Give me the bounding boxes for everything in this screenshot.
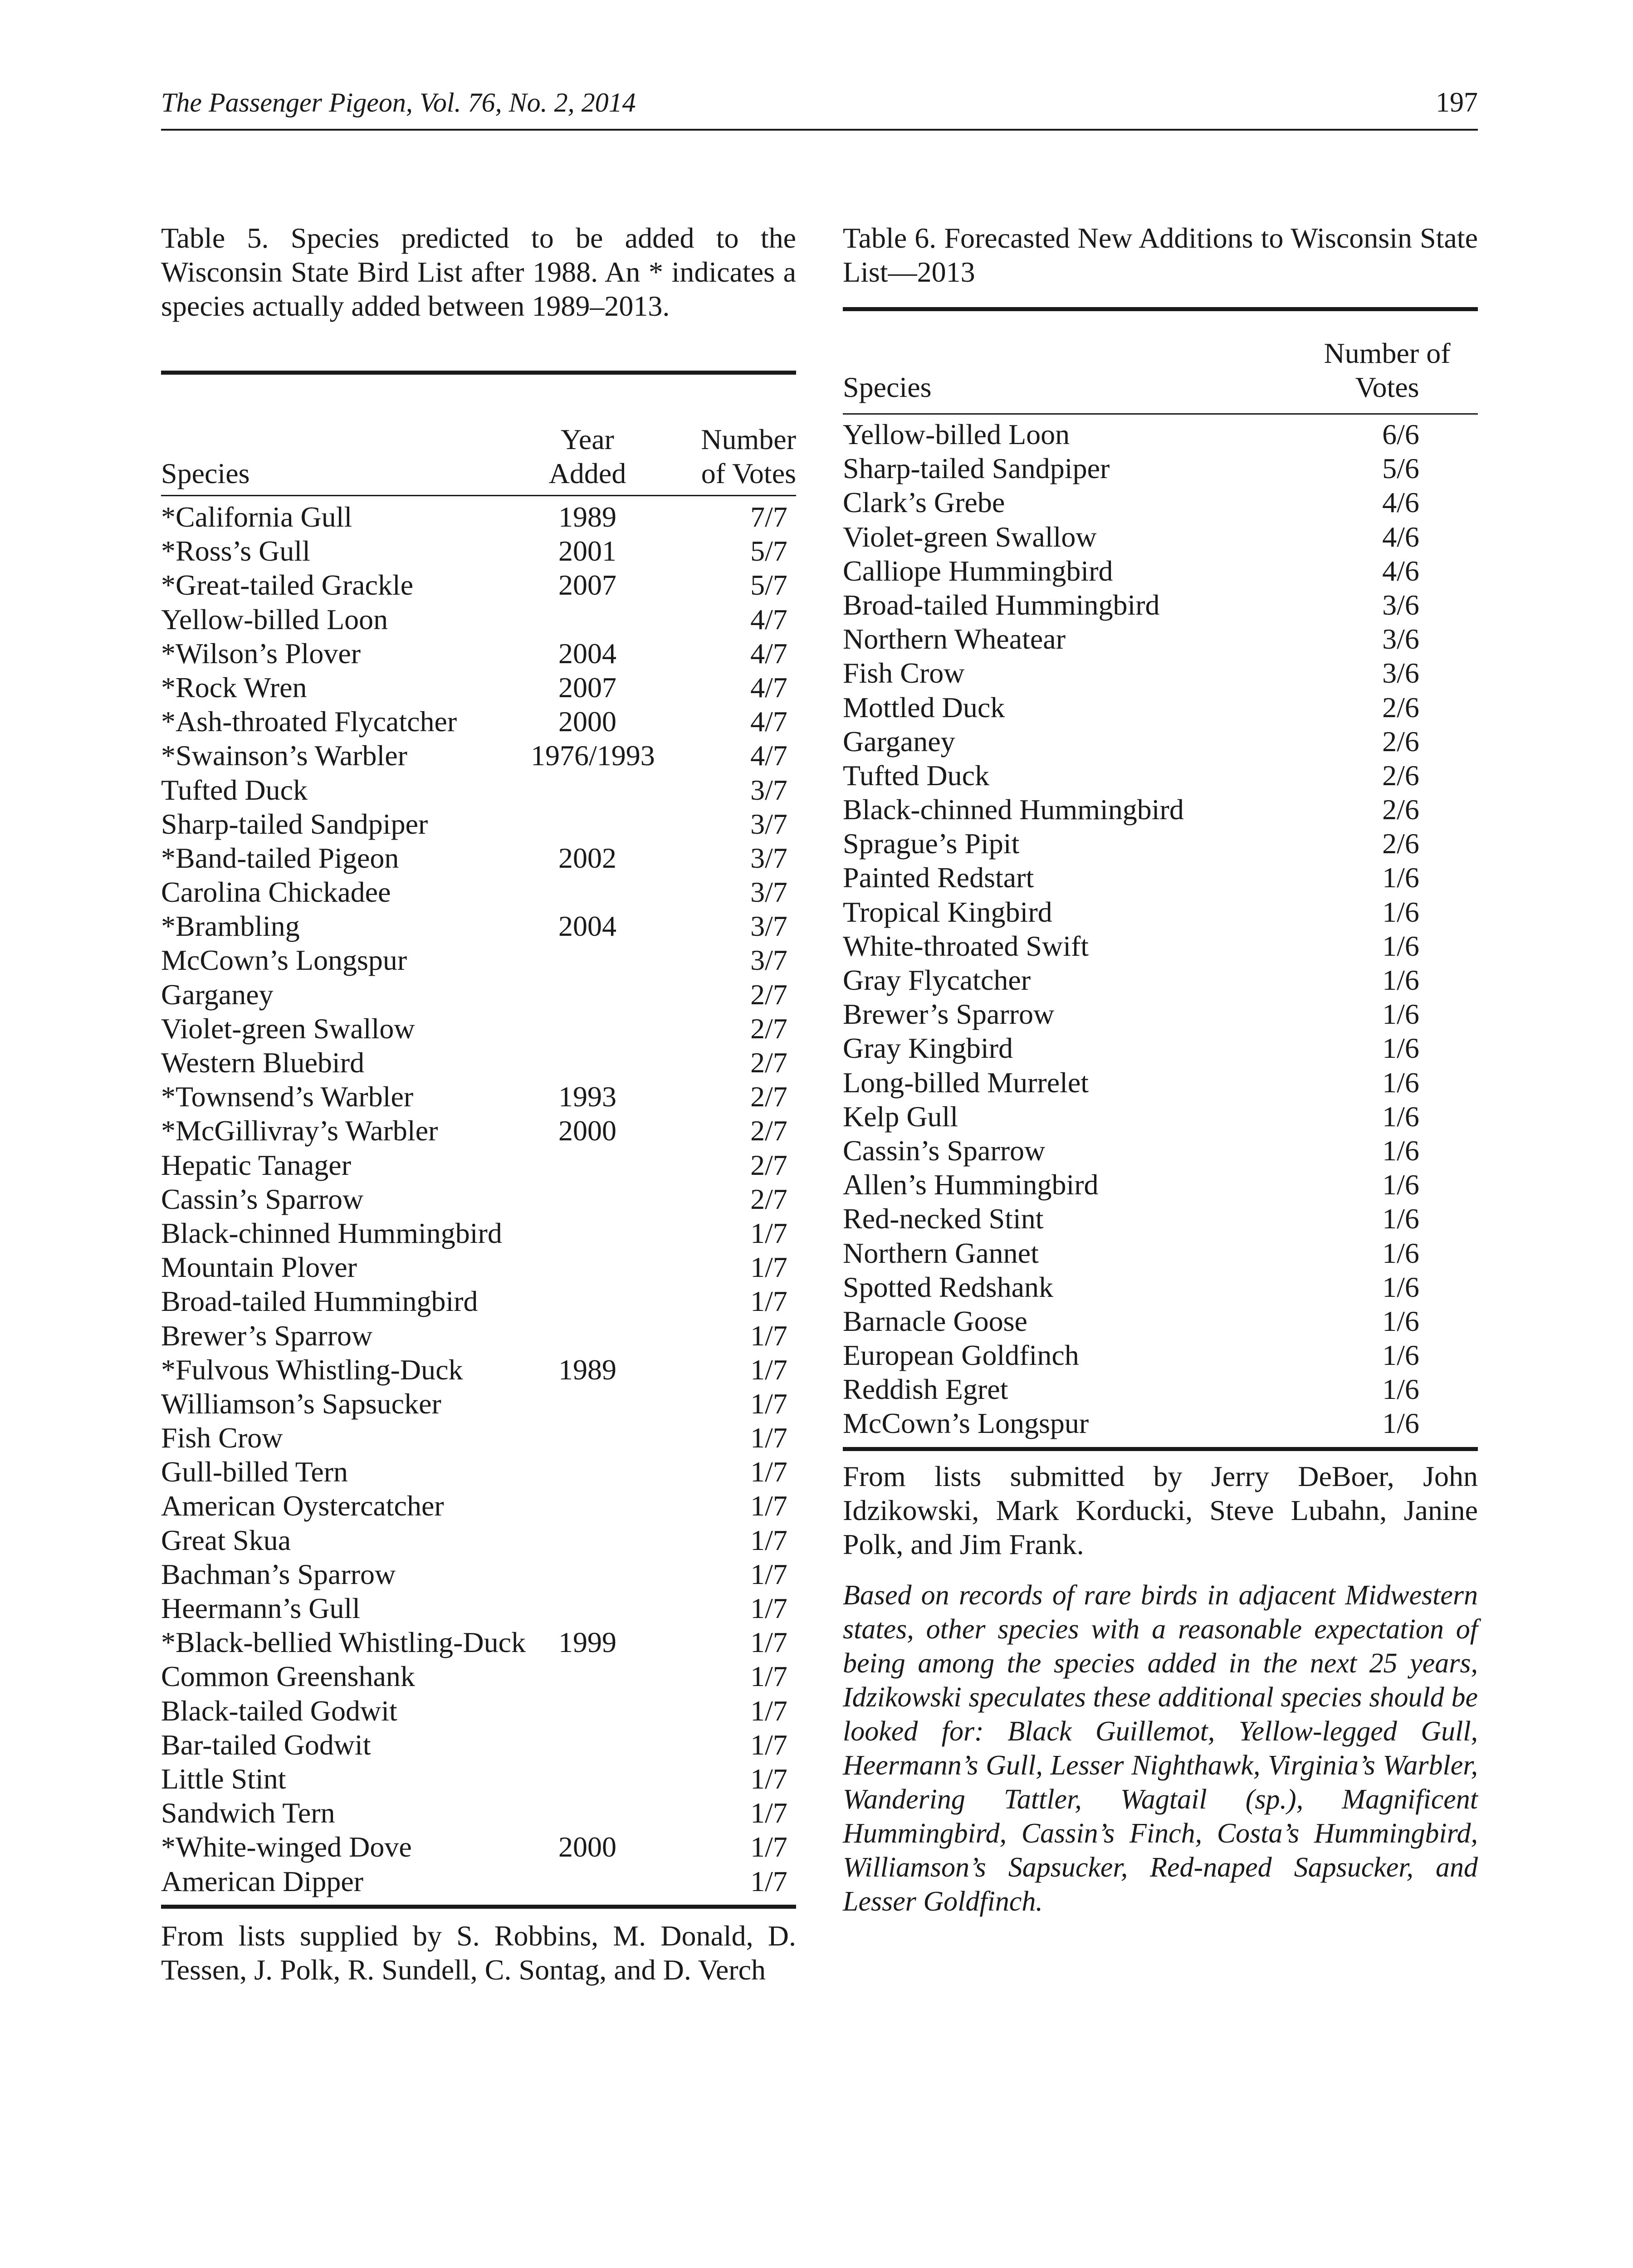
votes-cell: 1/7 [750, 1285, 787, 1318]
votes-cell: 1/7 [750, 1660, 787, 1693]
species-cell: Northern Wheatear [843, 623, 1066, 655]
table-row [161, 1557, 796, 1591]
species-cell: Allen’s Hummingbird [843, 1168, 1099, 1201]
votes-cell: 3/7 [750, 944, 787, 977]
table5-top-rule [161, 371, 796, 375]
table-row [161, 909, 796, 943]
votes-cell: 1/6 [1382, 998, 1419, 1031]
year-added-cell: 2004 [558, 910, 616, 943]
votes-cell: 1/6 [1382, 1066, 1419, 1099]
table-row [843, 1236, 1478, 1270]
votes-cell: 2/6 [1382, 691, 1419, 723]
table5-col-year [531, 422, 644, 490]
table-row [843, 1134, 1478, 1168]
table-row [161, 943, 796, 977]
species-cell: Spotted Redshank [843, 1271, 1053, 1303]
table-row [161, 1762, 796, 1796]
votes-cell: 2/7 [750, 1080, 787, 1113]
table-row [161, 568, 796, 602]
votes-cell: 2/6 [1382, 793, 1419, 826]
species-cell: *Swainson’s Warbler [161, 739, 407, 772]
species-cell: Great Skua [161, 1524, 291, 1556]
votes-cell: 6/6 [1382, 418, 1419, 450]
species-cell: Painted Redstart [843, 861, 1034, 894]
year-added-cell: 1989 [558, 1353, 616, 1386]
year-added-cell: 1999 [558, 1626, 616, 1659]
table-row [161, 1523, 796, 1557]
year-added-cell: 2000 [558, 1831, 616, 1863]
table-row [161, 1796, 796, 1830]
species-cell: Common Greenshank [161, 1660, 415, 1693]
table-row [161, 1591, 796, 1625]
species-cell: Tropical Kingbird [843, 895, 1052, 928]
table5-caption: Table 5. Species predicted to be added to the Wisconsin State Bird List after 1988. An * indicates a species actually added between 1989–2013. [161, 222, 796, 322]
table-row [161, 875, 796, 909]
species-cell: *Great-tailed Grackle [161, 569, 414, 601]
votes-cell: 3/6 [1382, 657, 1419, 689]
table6-bottom-rule [843, 1447, 1478, 1451]
table-row [843, 588, 1478, 622]
votes-cell: 1/7 [750, 1456, 787, 1488]
table5-col-votes [674, 422, 796, 490]
table6-caption: Table 6. Forecasted New Additions to Wisconsin State List—2013 [843, 222, 1478, 288]
table-row [161, 1012, 796, 1046]
species-cell: *Band-tailed Pigeon [161, 841, 399, 874]
species-cell: Gray Kingbird [843, 1032, 1013, 1065]
year-added-cell: 2007 [558, 671, 616, 704]
votes-cell: 5/7 [750, 535, 787, 567]
table5-header-rule [161, 495, 796, 496]
species-cell: *Brambling [161, 910, 300, 943]
votes-cell: 3/7 [750, 807, 787, 840]
year-added-cell: 2001 [558, 535, 616, 567]
species-cell: Cassin’s Sparrow [843, 1134, 1046, 1167]
votes-cell: 1/7 [750, 1728, 787, 1761]
table-row [161, 978, 796, 1012]
species-cell: Garganey [843, 725, 955, 758]
table-row [843, 1304, 1478, 1338]
votes-cell: 4/7 [750, 637, 787, 670]
votes-cell: 1/6 [1382, 1339, 1419, 1372]
species-cell: Sandwich Tern [161, 1797, 335, 1829]
votes-cell: 3/7 [750, 773, 787, 806]
table-row [161, 773, 796, 807]
votes-cell: 1/7 [750, 1797, 787, 1829]
votes-cell: 3/6 [1382, 623, 1419, 655]
votes-cell: 1/6 [1382, 1202, 1419, 1235]
table-row [161, 1864, 796, 1898]
table-row [161, 1148, 796, 1182]
votes-cell: 3/7 [750, 876, 787, 909]
votes-cell: 2/6 [1382, 759, 1419, 792]
table-row [843, 758, 1478, 792]
species-cell: Northern Gannet [843, 1237, 1039, 1269]
votes-cell: 1/6 [1382, 1100, 1419, 1133]
species-cell: Red-necked Stint [843, 1202, 1044, 1235]
species-cell: *McGillivray’s Warbler [161, 1114, 438, 1147]
species-cell: Gull-billed Tern [161, 1456, 348, 1488]
votes-cell: 1/6 [1382, 1373, 1419, 1406]
table-row [843, 826, 1478, 860]
table-row [843, 622, 1478, 656]
table-row [843, 929, 1478, 963]
votes-cell: 5/6 [1382, 452, 1419, 485]
votes-cell: 1/6 [1382, 1168, 1419, 1201]
species-cell: Sprague’s Pipit [843, 827, 1020, 860]
table-row [161, 602, 796, 636]
votes-cell: 4/6 [1382, 520, 1419, 553]
species-cell: Sharp-tailed Sandpiper [843, 452, 1110, 485]
votes-cell: 1/6 [1382, 1237, 1419, 1269]
table6-col-votes-line2: Votes [1355, 371, 1419, 403]
votes-cell: 4/7 [750, 705, 787, 738]
additional-species-note: Based on records of rare birds in adjacent Midwestern states, other species with a reasonable expectation of being among the species added in the next 25 years, Idzikowski speculates these additional species should be looked for: Black Guillemot, Yellow-legged Gull, Heermann’s Gull, Lesser Nighthawk, Virginia’s Warbler, Wandering Tattler, Wagtail (sp.), Magnificent Hummingbird, Cassin’s Finch, Costa’s Hummingbird, Williamson’s Sapsucker, Red-naped Sapsucker, and Lesser Goldfinch. [843, 1579, 1478, 1917]
table-row [161, 1421, 796, 1455]
species-cell: Broad-tailed Hummingbird [161, 1285, 478, 1318]
species-cell: *Black-bellied Whistling-Duck [161, 1626, 526, 1659]
table-row [843, 1270, 1478, 1304]
table-row [161, 1455, 796, 1489]
votes-cell: 1/7 [750, 1831, 787, 1863]
header-rule [161, 129, 1478, 131]
table6-col-votes [1301, 336, 1473, 404]
table-row [161, 1182, 796, 1216]
table-row [843, 1202, 1478, 1236]
table-row [843, 1338, 1478, 1372]
table5-body [161, 500, 796, 1898]
votes-cell: 1/7 [750, 1592, 787, 1624]
species-cell: Yellow-billed Loon [161, 603, 388, 635]
votes-cell: 5/7 [750, 569, 787, 601]
species-cell: Calliope Hummingbird [843, 554, 1113, 587]
species-cell: European Goldfinch [843, 1339, 1079, 1372]
votes-cell: 2/7 [750, 1046, 787, 1079]
table-row [843, 1372, 1478, 1406]
table5-col-year-line1: Year [561, 423, 614, 455]
species-cell: Williamson’s Sapsucker [161, 1387, 441, 1420]
table-row [843, 690, 1478, 724]
table-row [843, 895, 1478, 929]
species-cell: Gray Flycatcher [843, 964, 1031, 996]
table5-bottom-rule [161, 1905, 796, 1909]
species-cell: Garganey [161, 978, 274, 1011]
table6-header-rule [843, 413, 1478, 415]
votes-cell: 4/7 [750, 603, 787, 635]
species-cell: Western Bluebird [161, 1046, 365, 1079]
page-header [161, 84, 1478, 130]
table-row [161, 636, 796, 670]
species-cell: Reddish Egret [843, 1373, 1008, 1406]
species-cell: *Wilson’s Plover [161, 637, 361, 670]
species-cell: American Dipper [161, 1865, 364, 1897]
votes-cell: 7/7 [750, 501, 787, 533]
year-added-cell: 2004 [558, 637, 616, 670]
species-cell: Brewer’s Sparrow [161, 1319, 373, 1352]
table-row [161, 534, 796, 568]
table-row [161, 1046, 796, 1080]
year-added-cell: 2000 [558, 1114, 616, 1147]
year-added-cell: 1993 [558, 1080, 616, 1113]
species-cell: Fish Crow [843, 657, 965, 689]
table-row [161, 841, 796, 875]
votes-cell: 3/6 [1382, 588, 1419, 621]
votes-cell: 1/6 [1382, 1407, 1419, 1440]
species-cell: Black-tailed Godwit [161, 1694, 397, 1727]
table-row [161, 1659, 796, 1693]
table5-footnote: From lists supplied by S. Robbins, M. Donald, D. Tessen, J. Polk, R. Sundell, C. Sontag, and D. Verch [161, 1919, 796, 1986]
species-cell: McCown’s Longspur [161, 944, 407, 977]
species-cell: *Rock Wren [161, 671, 307, 704]
table-row [161, 1353, 796, 1387]
table-row [843, 997, 1478, 1031]
votes-cell: 4/6 [1382, 486, 1419, 519]
table-row [843, 724, 1478, 758]
table-row [161, 1216, 796, 1250]
table-row [843, 554, 1478, 588]
votes-cell: 3/7 [750, 841, 787, 874]
table-row [161, 738, 796, 772]
species-cell: Violet-green Swallow [843, 520, 1097, 553]
table-row [843, 1066, 1478, 1100]
votes-cell: 4/7 [750, 671, 787, 704]
species-cell: Sharp-tailed Sandpiper [161, 807, 428, 840]
species-cell: Mottled Duck [843, 691, 1005, 723]
table-row [843, 963, 1478, 997]
votes-cell: 2/7 [750, 1114, 787, 1147]
table-row [843, 1100, 1478, 1134]
votes-cell: 1/7 [750, 1490, 787, 1522]
species-cell: *Townsend’s Warbler [161, 1080, 414, 1113]
species-cell: White-throated Swift [843, 929, 1089, 962]
species-cell: Tufted Duck [843, 759, 989, 792]
species-cell: Barnacle Goose [843, 1305, 1027, 1337]
table5-col-year-line2: Added [548, 457, 626, 489]
species-cell: Black-chinned Hummingbird [161, 1217, 502, 1249]
table-row [161, 670, 796, 704]
table-row [161, 500, 796, 534]
table-row [161, 1080, 796, 1114]
table-row [161, 1489, 796, 1523]
votes-cell: 1/6 [1382, 1305, 1419, 1337]
table-row [843, 451, 1478, 485]
table5-col-species: Species [161, 457, 250, 489]
table-row [161, 807, 796, 841]
table-row [843, 1168, 1478, 1202]
votes-cell: 1/7 [750, 1422, 787, 1454]
table-row [843, 792, 1478, 826]
votes-cell: 1/7 [750, 1524, 787, 1556]
species-cell: Mountain Plover [161, 1251, 357, 1284]
table6-top-rule [843, 307, 1478, 311]
table-row [843, 520, 1478, 554]
votes-cell: 1/7 [750, 1762, 787, 1795]
votes-cell: 1/7 [750, 1558, 787, 1590]
species-cell: American Oystercatcher [161, 1490, 444, 1522]
votes-cell: 1/7 [750, 1319, 787, 1352]
table-row [161, 1830, 796, 1864]
year-added-cell: 1989 [558, 501, 616, 533]
species-cell: Bar-tailed Godwit [161, 1728, 371, 1761]
votes-cell: 1/6 [1382, 1134, 1419, 1167]
table-row [161, 1387, 796, 1421]
table-row [843, 1406, 1478, 1440]
votes-cell: 2/7 [750, 978, 787, 1011]
table5-col-votes-line1: Number [701, 423, 796, 455]
votes-cell: 1/6 [1382, 1271, 1419, 1303]
votes-cell: 1/6 [1382, 1032, 1419, 1065]
table-row [161, 704, 796, 738]
votes-cell: 1/7 [750, 1353, 787, 1386]
year-added-cell: 2000 [558, 705, 616, 738]
species-cell: Brewer’s Sparrow [843, 998, 1055, 1031]
votes-cell: 4/6 [1382, 554, 1419, 587]
page-number: 197 [1436, 87, 1478, 118]
votes-cell: 2/6 [1382, 725, 1419, 758]
table-row [843, 860, 1478, 894]
table6-header [843, 311, 1478, 404]
species-cell: Cassin’s Sparrow [161, 1183, 364, 1215]
table-row [843, 485, 1478, 519]
species-cell: Yellow-billed Loon [843, 418, 1070, 450]
votes-cell: 1/7 [750, 1251, 787, 1284]
table6-footnote: From lists submitted by Jerry DeBoer, John Idzikowski, Mark Korducki, Steve Lubahn, Janine Polk, and Jim Frank. [843, 1460, 1478, 1560]
table-row [161, 1319, 796, 1353]
votes-cell: 1/7 [750, 1694, 787, 1727]
species-cell: Violet-green Swallow [161, 1012, 415, 1045]
species-cell: Black-chinned Hummingbird [843, 793, 1184, 826]
table-row [843, 417, 1478, 451]
table6-col-votes-line1: Number of [1324, 337, 1451, 369]
table-row [161, 1728, 796, 1762]
table5-header [161, 375, 796, 490]
votes-cell: 1/7 [750, 1865, 787, 1897]
table6-column [843, 221, 1478, 1919]
species-cell: Heermann’s Gull [161, 1592, 360, 1624]
votes-cell: 2/7 [750, 1012, 787, 1045]
votes-cell: 1/7 [750, 1626, 787, 1659]
table-row [843, 1031, 1478, 1065]
year-added-cell: 1976/1993 [531, 739, 655, 772]
votes-cell: 2/6 [1382, 827, 1419, 860]
table6-body [843, 417, 1478, 1441]
table-row [161, 1694, 796, 1728]
species-cell: Hepatic Tanager [161, 1149, 351, 1181]
table-row [161, 1625, 796, 1659]
votes-cell: 1/6 [1382, 929, 1419, 962]
species-cell: Tufted Duck [161, 773, 308, 806]
table-row [161, 1284, 796, 1318]
species-cell: Little Stint [161, 1762, 286, 1795]
table-row [161, 1114, 796, 1148]
species-cell: *White-winged Dove [161, 1831, 412, 1863]
votes-cell: 2/7 [750, 1149, 787, 1181]
votes-cell: 2/7 [750, 1183, 787, 1215]
species-cell: Carolina Chickadee [161, 876, 391, 909]
species-cell: Long-billed Murrelet [843, 1066, 1089, 1099]
species-cell: McCown’s Longspur [843, 1407, 1089, 1440]
votes-cell: 3/7 [750, 910, 787, 943]
species-cell: Clark’s Grebe [843, 486, 1005, 519]
species-cell: Fish Crow [161, 1422, 283, 1454]
votes-cell: 1/6 [1382, 964, 1419, 996]
table-row [843, 656, 1478, 690]
species-cell: *Ross’s Gull [161, 535, 310, 567]
votes-cell: 4/7 [750, 739, 787, 772]
species-cell: *Fulvous Whistling-Duck [161, 1353, 463, 1386]
journal-title: The Passenger Pigeon, Vol. 76, No. 2, 2014 [161, 88, 636, 117]
table5-column [161, 221, 796, 1987]
species-cell: Bachman’s Sparrow [161, 1558, 396, 1590]
species-cell: *California Gull [161, 501, 352, 533]
votes-cell: 1/7 [750, 1387, 787, 1420]
species-cell: Broad-tailed Hummingbird [843, 588, 1160, 621]
table5-col-votes-line2: of Votes [701, 457, 796, 489]
votes-cell: 1/6 [1382, 895, 1419, 928]
votes-cell: 1/6 [1382, 861, 1419, 894]
table-row [161, 1250, 796, 1284]
table6-col-species: Species [843, 371, 932, 403]
year-added-cell: 2007 [558, 569, 616, 601]
species-cell: *Ash-throated Flycatcher [161, 705, 457, 738]
year-added-cell: 2002 [558, 841, 616, 874]
votes-cell: 1/7 [750, 1217, 787, 1249]
species-cell: Kelp Gull [843, 1100, 958, 1133]
